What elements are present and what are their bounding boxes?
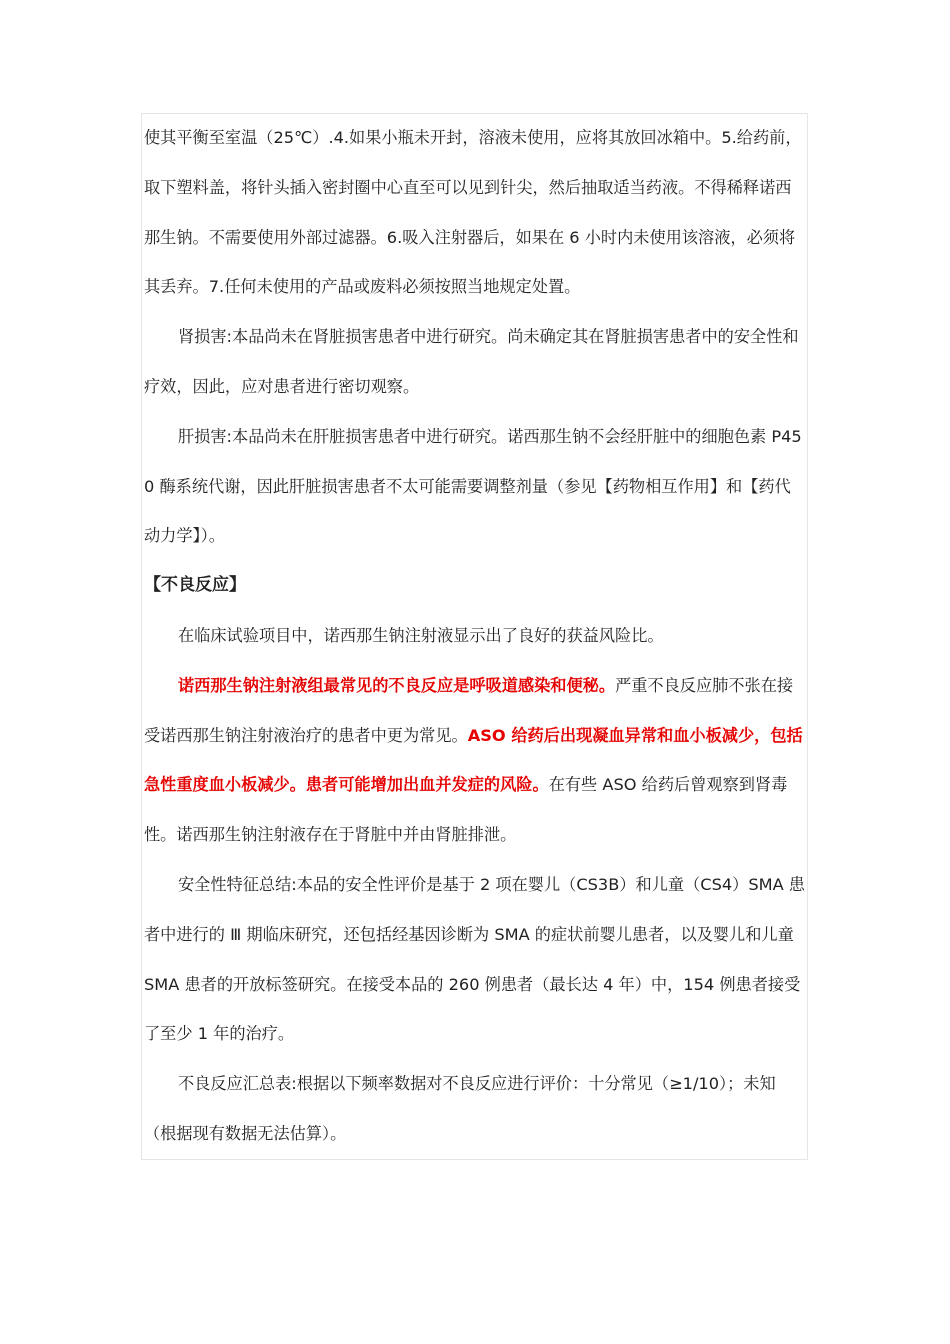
paragraph-adverse-summary-table: 不良反应汇总表:根据以下频率数据对不良反应进行评价：十分常见（≥1/10）；未知（根据现有数据无法估算）。 <box>144 1074 776 1143</box>
common-reactions-text: 严重不良反应肺不张在接受诺西那生钠注射液治疗的患者中更为常见。 <box>144 675 794 745</box>
aso-warning-text: 在有些 ASO 给药后曾观察到肾毒性。诺西那生钠注射液存在于肾脏中并由肾脏排泄。 <box>144 775 788 845</box>
paragraph-safety-summary: 安全性特征总结:本品的安全性评价是基于 2 项在婴儿（CS3B）和儿童（CS4）SMA 患者中进行的 Ⅲ 期临床研究，还包括经基因诊断为 SMA 的症状前婴儿患者，以及婴儿和儿童 SMA 患者的开放标签研究。在接受本品的 260 例患者（最长达 4 年）中，154 例患者接受了至少 1 年的治疗。 <box>144 874 805 1044</box>
document-body <box>144 113 806 1159</box>
paragraph-renal-impairment: 肾损害:本品尚未在肾脏损害患者中进行研究。尚未确定其在肾脏损害患者中的安全性和疗效，因此，应对患者进行密切观察。 <box>144 327 799 396</box>
paragraph-instructions: 使其平衡至室温（25℃）.4.如果小瓶未开封，溶液未使用，应将其放回冰箱中。5.给药前，取下塑料盖，将针头插入密封圈中心直至可以见到针尖，然后抽取适当药液。不得稀释诺西那生钠。不需要使用外部过滤器。6.吸入注射器后，如果在 6 小时内未使用该溶液，必须将其丢弃。7.任何未使用的产品或废料必须按照当地规定处置。 <box>144 128 802 297</box>
paragraph-hepatic-impairment: 肝损害:本品尚未在肝脏损害患者中进行研究。诺西那生钠不会经肝脏中的细胞色素 P450 酶系统代谢，因此肝脏损害患者不太可能需要调整剂量（参见【药物相互作用】和【药代动力学】）。 <box>144 426 802 546</box>
paragraph-clinical-trials: 在临床试验项目中，诺西那生钠注射液显示出了良好的获益风险比。 <box>178 625 664 645</box>
highlight-aso-warning: ASO 给药后出现凝血异常和血小板减少，包括急性重度血小板减少。患者可能增加出血并发症的风险。 <box>144 725 803 795</box>
highlight-common-reactions: 诺西那生钠注射液组最常见的不良反应是呼吸道感染和便秘。 <box>178 675 616 695</box>
paragraph-common-reactions <box>144 661 806 860</box>
section-heading-adverse-reactions: 【不良反应】 <box>144 575 246 596</box>
